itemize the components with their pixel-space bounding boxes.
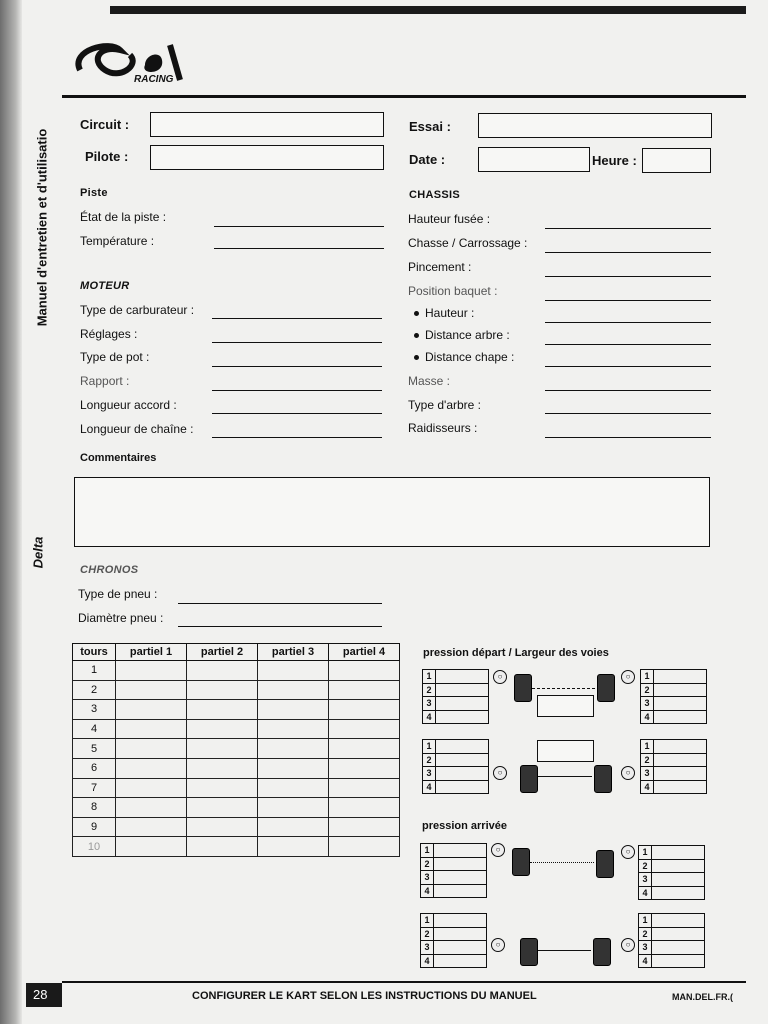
cell[interactable]	[187, 700, 258, 720]
distance-arbre-item	[414, 328, 510, 342]
temperature-line[interactable]	[214, 248, 384, 249]
pressure-table-front-left: 1 2 3 4	[422, 669, 489, 724]
table-row	[73, 661, 400, 681]
lap-number: 4	[73, 719, 116, 739]
cell[interactable]	[329, 700, 400, 720]
pressure-cell[interactable]	[652, 846, 705, 860]
type-pneu-label: Type de pneu :	[78, 587, 158, 601]
date-field[interactable]	[478, 147, 590, 172]
lap-number: 8	[73, 798, 116, 818]
pressure-cell[interactable]	[652, 941, 705, 955]
cell[interactable]	[329, 798, 400, 818]
pressure-cell[interactable]	[434, 914, 487, 928]
pressure-cell[interactable]	[436, 697, 489, 711]
table-row	[73, 680, 400, 700]
type-pot-line[interactable]	[212, 366, 382, 367]
hauteur-label: Hauteur :	[425, 306, 475, 320]
cell[interactable]	[258, 700, 329, 720]
logo-subtitle: RACING	[134, 74, 174, 85]
pressure-cell[interactable]	[652, 886, 705, 900]
pressure-cell[interactable]	[436, 740, 489, 754]
longueur-chaine-line[interactable]	[212, 437, 382, 438]
top-border	[110, 6, 746, 14]
page-number: 28	[33, 987, 48, 1002]
masse-label: Masse :	[408, 374, 451, 388]
pressure-cell[interactable]	[434, 941, 487, 955]
cell[interactable]	[187, 817, 258, 837]
cell[interactable]	[187, 758, 258, 778]
pressure-cell[interactable]	[434, 871, 487, 885]
cell[interactable]	[258, 798, 329, 818]
carburateur-label: Type de carburateur :	[80, 303, 195, 317]
rapport-label: Rapport :	[80, 374, 130, 388]
col-tours: tours	[73, 644, 116, 661]
gauge-icon: ○	[621, 938, 635, 952]
cell[interactable]	[329, 778, 400, 798]
pressure-cell[interactable]	[652, 927, 705, 941]
cell[interactable]	[116, 837, 187, 857]
moteur-title: MOTEUR	[80, 280, 130, 292]
col-partiel-3: partiel 3	[258, 644, 329, 661]
lap-number: 1	[73, 661, 116, 681]
circuit-label: Circuit :	[80, 117, 130, 132]
axle-line	[530, 862, 594, 863]
pressure-cell[interactable]	[652, 954, 705, 968]
table-row	[73, 837, 400, 857]
cell[interactable]	[116, 719, 187, 739]
footer-code: MAN.DEL.FR.(	[672, 992, 733, 1002]
distance-arbre-label: Distance arbre :	[425, 328, 510, 342]
pressure-cell[interactable]	[436, 753, 489, 767]
temperature-label: Température :	[80, 234, 155, 248]
pressure-cell[interactable]	[654, 683, 707, 697]
cell[interactable]	[187, 778, 258, 798]
cell[interactable]	[187, 719, 258, 739]
diametre-pneu-label: Diamètre pneu :	[78, 611, 164, 625]
pressure-cell[interactable]	[434, 927, 487, 941]
longueur-accord-label: Longueur accord :	[80, 398, 177, 412]
lap-number: 6	[73, 758, 116, 778]
gauge-icon: ○	[491, 843, 505, 857]
hauteur-item	[414, 306, 474, 320]
bullet-icon	[414, 311, 419, 316]
track-width-field[interactable]	[537, 695, 594, 717]
gauge-icon: ○	[621, 670, 635, 684]
pressure-table-rear-left: 1 2 3 4	[422, 739, 489, 794]
pressure-cell[interactable]	[436, 683, 489, 697]
table-row	[73, 778, 400, 798]
lap-number: 2	[73, 680, 116, 700]
cell[interactable]	[329, 680, 400, 700]
cell[interactable]	[329, 661, 400, 681]
pressure-cell[interactable]	[652, 914, 705, 928]
commentaires-field[interactable]	[74, 477, 710, 547]
hauteur-fusee-line[interactable]	[545, 228, 711, 229]
etat-piste-line[interactable]	[214, 226, 384, 227]
cell[interactable]	[329, 758, 400, 778]
pressure-arrival-front-left: 1 2 3 4	[420, 843, 487, 898]
pressure-cell[interactable]	[436, 780, 489, 794]
cell[interactable]	[187, 680, 258, 700]
cell[interactable]	[116, 778, 187, 798]
pressure-cell[interactable]	[654, 780, 707, 794]
cell[interactable]	[258, 739, 329, 759]
pressure-table-rear-right: 1 2 3 4	[640, 739, 707, 794]
hauteur-line[interactable]	[545, 322, 711, 323]
bullet-icon	[414, 355, 419, 360]
cell[interactable]	[329, 739, 400, 759]
type-pneu-line[interactable]	[178, 603, 382, 604]
pilote-label: Pilote :	[85, 149, 129, 164]
table-row	[73, 758, 400, 778]
table-row	[73, 719, 400, 739]
cell[interactable]	[116, 798, 187, 818]
pilote-field[interactable]	[150, 145, 384, 170]
hauteur-fusee-label: Hauteur fusée :	[408, 212, 491, 226]
date-label: Date :	[409, 152, 446, 167]
col-partiel-2: partiel 2	[187, 644, 258, 661]
wheel-icon	[520, 938, 538, 966]
type-arbre-label: Type d'arbre :	[408, 398, 481, 412]
header-rule	[62, 95, 746, 98]
chronos-title: CHRONOS	[80, 564, 139, 576]
table-row	[73, 700, 400, 720]
side-title: Manuel d'entretien et d'utilisatio	[34, 128, 50, 327]
pressure-cell[interactable]	[436, 670, 489, 684]
cell[interactable]	[258, 719, 329, 739]
pressure-cell[interactable]	[436, 710, 489, 724]
wheel-icon	[597, 674, 615, 702]
footer-instruction: CONFIGURER LE KART SELON LES INSTRUCTIONS DU MANUEL	[192, 990, 537, 1002]
longueur-chaine-label: Longueur de chaîne :	[80, 422, 194, 436]
cell[interactable]	[258, 661, 329, 681]
cell[interactable]	[258, 758, 329, 778]
cell[interactable]	[329, 837, 400, 857]
cell[interactable]	[116, 700, 187, 720]
heure-field[interactable]	[642, 148, 711, 173]
cell[interactable]	[258, 837, 329, 857]
cell[interactable]	[116, 739, 187, 759]
footer-rule	[62, 981, 746, 983]
piste-title: Piste	[80, 187, 108, 199]
distance-arbre-line[interactable]	[545, 344, 711, 345]
cell[interactable]	[258, 778, 329, 798]
axle-line	[538, 776, 592, 777]
axle-line	[538, 950, 591, 951]
pressure-table-front-right: 1 2 3 4	[640, 669, 707, 724]
heure-label: Heure :	[592, 153, 637, 168]
circuit-field[interactable]	[150, 112, 384, 137]
raidisseurs-line[interactable]	[545, 437, 711, 438]
pressure-cell[interactable]	[654, 767, 707, 781]
etat-piste-label: État de la piste :	[80, 210, 167, 224]
masse-line[interactable]	[545, 390, 711, 391]
pression-arrivee-label: pression arrivée	[422, 820, 507, 832]
cell[interactable]	[116, 758, 187, 778]
pressure-cell[interactable]	[652, 859, 705, 873]
lap-number: 3	[73, 700, 116, 720]
gauge-icon: ○	[491, 938, 505, 952]
wheel-icon	[512, 848, 530, 876]
gauge-icon: ○	[621, 766, 635, 780]
wheel-icon	[514, 674, 532, 702]
laps-table	[72, 643, 400, 857]
longueur-accord-line[interactable]	[212, 413, 382, 414]
cell[interactable]	[116, 661, 187, 681]
reglages-label: Réglages :	[80, 327, 138, 341]
axle-line	[532, 688, 595, 689]
track-width-rear-field[interactable]	[537, 740, 594, 762]
wheel-icon	[520, 765, 538, 793]
essai-field[interactable]	[478, 113, 712, 138]
diametre-pneu-line[interactable]	[178, 626, 382, 627]
pressure-cell[interactable]	[654, 753, 707, 767]
cell[interactable]	[116, 817, 187, 837]
cell[interactable]	[258, 680, 329, 700]
raidisseurs-label: Raidisseurs :	[408, 421, 478, 435]
pressure-cell[interactable]	[652, 873, 705, 887]
cell[interactable]	[329, 719, 400, 739]
wheel-icon	[596, 850, 614, 878]
table-row	[73, 798, 400, 818]
pressure-arrival-rear-left: 1 2 3 4	[420, 913, 487, 968]
chasse-label: Chasse / Carrossage :	[408, 236, 528, 250]
pressure-cell[interactable]	[654, 710, 707, 724]
pressure-cell[interactable]	[434, 884, 487, 898]
essai-label: Essai :	[409, 119, 451, 134]
gauge-icon: ○	[621, 845, 635, 859]
pression-depart-label: pression départ / Largeur des voies	[423, 647, 609, 659]
position-baquet-label: Position baquet :	[408, 284, 498, 298]
pincement-label: Pincement :	[408, 260, 472, 274]
pressure-cell[interactable]	[654, 740, 707, 754]
distance-chape-item	[414, 350, 514, 364]
pressure-cell[interactable]	[436, 767, 489, 781]
pressure-cell[interactable]	[654, 697, 707, 711]
wheel-icon	[593, 938, 611, 966]
pressure-arrival-front-right: 1 2 3 4	[638, 845, 705, 900]
chassis-title: CHASSIS	[409, 189, 460, 201]
distance-chape-line[interactable]	[545, 366, 711, 367]
cell[interactable]	[187, 661, 258, 681]
cell[interactable]	[116, 680, 187, 700]
col-partiel-4: partiel 4	[329, 644, 400, 661]
position-baquet-line[interactable]	[545, 300, 711, 301]
lap-number: 7	[73, 778, 116, 798]
pressure-arrival-rear-right: 1 2 3 4	[638, 913, 705, 968]
pincement-line[interactable]	[545, 276, 711, 277]
table-row	[73, 739, 400, 759]
pressure-cell[interactable]	[434, 857, 487, 871]
lap-number: 9	[73, 817, 116, 837]
bullet-icon	[414, 333, 419, 338]
cell[interactable]	[187, 739, 258, 759]
gauge-icon: ○	[493, 670, 507, 684]
reglages-line[interactable]	[212, 342, 382, 343]
pressure-cell[interactable]	[654, 670, 707, 684]
laps-header-row	[73, 644, 400, 661]
pressure-cell[interactable]	[434, 844, 487, 858]
lap-number: 5	[73, 739, 116, 759]
commentaires-label: Commentaires	[80, 452, 157, 464]
lap-number: 10	[73, 837, 116, 857]
rapport-line[interactable]	[212, 390, 382, 391]
type-arbre-line[interactable]	[545, 413, 711, 414]
sodi-logo	[70, 30, 200, 90]
page-number-badge	[26, 983, 62, 1007]
type-pot-label: Type de pot :	[80, 350, 150, 364]
cell[interactable]	[187, 837, 258, 857]
side-brand: Delta	[30, 536, 46, 569]
distance-chape-label: Distance chape :	[425, 350, 515, 364]
cell[interactable]	[187, 798, 258, 818]
chasse-line[interactable]	[545, 252, 711, 253]
pressure-cell[interactable]	[434, 954, 487, 968]
carburateur-line[interactable]	[212, 318, 382, 319]
table-row	[73, 817, 400, 837]
scan-shadow	[0, 0, 22, 1024]
col-partiel-1: partiel 1	[116, 644, 187, 661]
cell[interactable]	[329, 817, 400, 837]
wheel-icon	[594, 765, 612, 793]
gauge-icon: ○	[493, 766, 507, 780]
cell[interactable]	[258, 817, 329, 837]
